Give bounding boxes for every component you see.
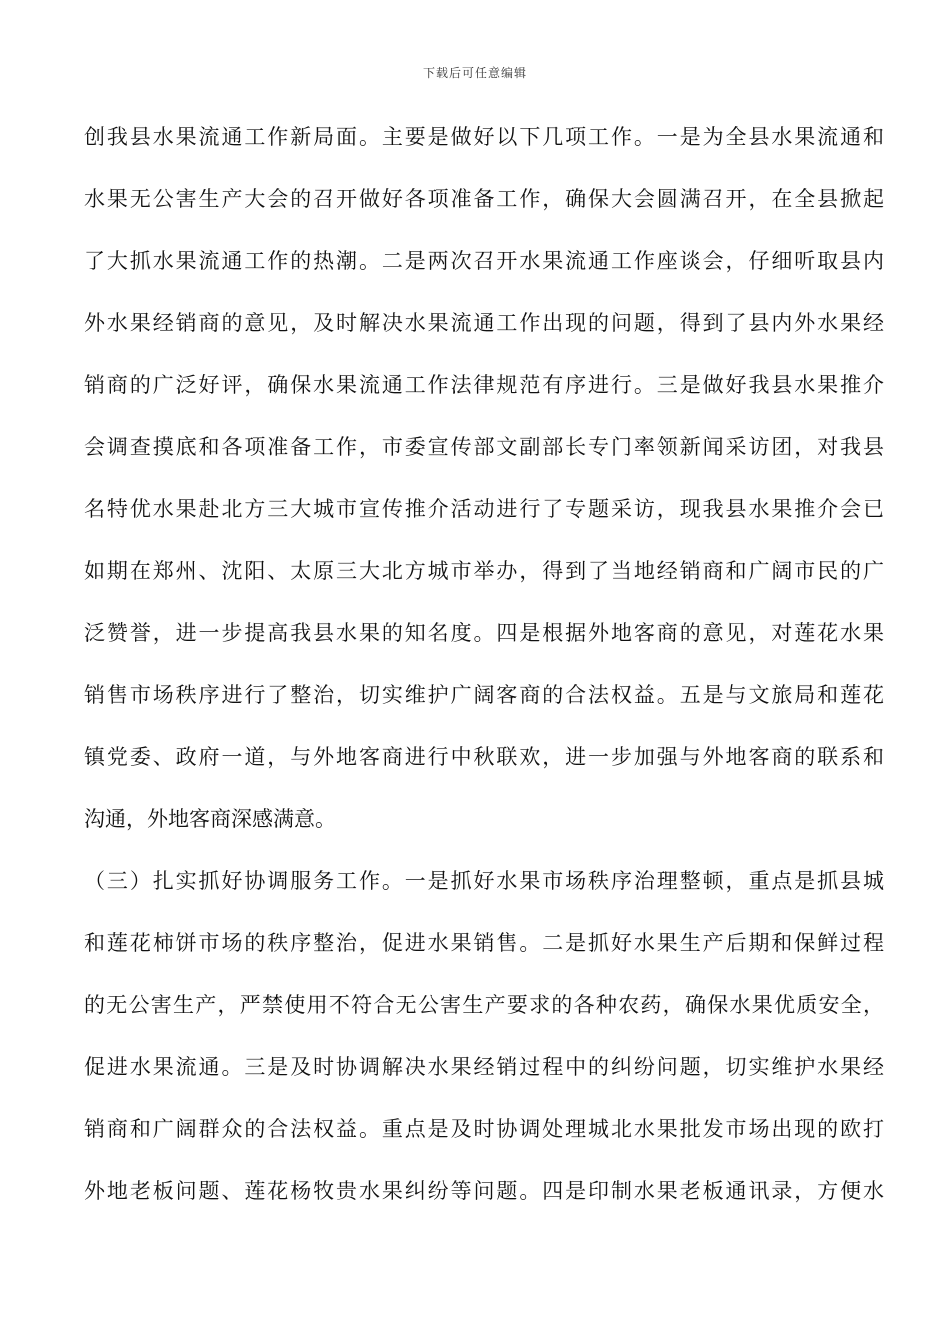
- text-line: 和莲花柿饼市场的秩序整治，促进水果销售。二是抓好水果生产后期和保鲜过程: [84, 931, 884, 955]
- text-line: 名特优水果赴北方三大城市宣传推介活动进行了专题采访，现我县水果推介会已: [84, 497, 884, 521]
- page-header: 下载后可任意编辑: [422, 66, 527, 80]
- text-line: 如期在郑州、沈阳、太原三大北方城市举办，得到了当地经销商和广阔市民的广: [84, 559, 884, 583]
- text-line: 的无公害生产，严禁使用不符合无公害生产要求的各种农药，确保水果优质安全，: [84, 993, 884, 1017]
- text-line: （三）扎实抓好协调服务工作。一是抓好水果市场秩序治理整顿，重点是抓县城: [84, 869, 884, 893]
- text-line: 会调查摸底和各项准备工作，市委宣传部文副部长专门率领新闻采访团，对我县: [84, 435, 884, 459]
- text-line: 水果无公害生产大会的召开做好各项准备工作，确保大会圆满召开，在全县掀起: [84, 187, 884, 211]
- text-line: 沟通，外地客商深感满意。: [84, 807, 336, 831]
- text-line: 了大抓水果流通工作的热潮。二是两次召开水果流通工作座谈会，仔细听取县内: [84, 249, 884, 273]
- text-line: 镇党委、政府一道，与外地客商进行中秋联欢，进一步加强与外地客商的联系和: [84, 745, 884, 769]
- text-line: 销商的广泛好评，确保水果流通工作法律规范有序进行。三是做好我县水果推介: [84, 373, 884, 397]
- text-line: 促进水果流通。三是及时协调解决水果经销过程中的纠纷问题，切实维护水果经: [84, 1055, 884, 1079]
- text-line: 销售市场秩序进行了整治，切实维护广阔客商的合法权益。五是与文旅局和莲花: [84, 683, 884, 707]
- text-line: 外地老板问题、莲花杨牧贵水果纠纷等问题。四是印制水果老板通讯录，方便水: [84, 1179, 884, 1203]
- text-line: 创我县水果流通工作新局面。主要是做好以下几项工作。一是为全县水果流通和: [84, 125, 884, 149]
- text-line: 销商和广阔群众的合法权益。重点是及时协调处理城北水果批发市场出现的欧打: [84, 1117, 884, 1141]
- text-line: 泛赞誉，进一步提高我县水果的知名度。四是根据外地客商的意见，对莲花水果: [84, 621, 884, 645]
- text-line: 外水果经销商的意见，及时解决水果流通工作出现的问题，得到了县内外水果经: [84, 311, 884, 335]
